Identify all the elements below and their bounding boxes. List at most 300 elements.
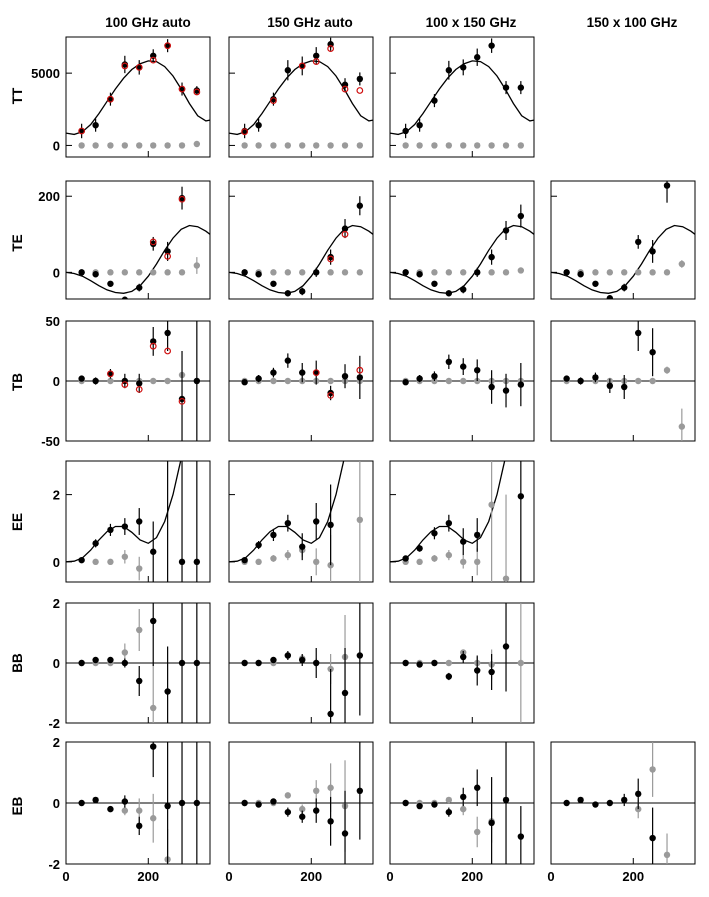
panel-eb-col1 bbox=[48, 735, 210, 884]
panel-te-col3-gray-point bbox=[460, 269, 466, 275]
panel-tt-col2-black-point bbox=[313, 53, 319, 59]
panel-eb-col4-gray-point bbox=[649, 766, 655, 772]
panel-ee-col3-gray-point bbox=[488, 501, 494, 507]
panel-bb-col1-black-point bbox=[78, 660, 84, 666]
panel-eb-col2-gray-point bbox=[313, 788, 319, 794]
panel-bb-col2-plot-area bbox=[229, 603, 373, 723]
panel-eb-col3-black-point bbox=[431, 801, 437, 807]
panel-tt-col3-black-point bbox=[402, 128, 408, 134]
panel-te-col2-frame bbox=[229, 181, 373, 299]
panel-te-col4-gray-point bbox=[621, 269, 627, 275]
panel-te-col1-gray-point bbox=[107, 269, 113, 275]
panel-tb-col1-ytick-label: -50 bbox=[41, 434, 60, 449]
panel-tb-col1-black-point bbox=[164, 330, 170, 336]
panel-te-col2-black-point bbox=[255, 271, 261, 277]
panel-ee-col2-black-point bbox=[241, 557, 247, 563]
panel-tt-col3-gray-point bbox=[488, 142, 494, 148]
panel-tt-col1-ytick-label: 5000 bbox=[31, 66, 60, 82]
panel-te-col1-black-point bbox=[136, 284, 142, 290]
panel-tb-col1-ytick-label: 50 bbox=[45, 314, 60, 329]
panel-tb-col1-gray-point bbox=[150, 378, 156, 384]
panel-te-col2-black-point bbox=[313, 269, 319, 275]
column-title-150x100-ghz: 150 x 100 GHz bbox=[586, 15, 678, 30]
panel-ee-col1-gray-point bbox=[122, 554, 128, 560]
panel-tb-col1-plot-area bbox=[66, 321, 210, 441]
panel-eb-col3 bbox=[386, 742, 534, 884]
panel-bb-col3-gray-point bbox=[446, 660, 452, 666]
panel-ee-col3-gray-point bbox=[474, 559, 480, 565]
panel-eb-col2-gray-point bbox=[327, 785, 333, 791]
panel-tt-col3-model-curve bbox=[390, 61, 534, 134]
panel-tt-col1-gray-point bbox=[150, 142, 156, 148]
panel-tt-col1-gray-point bbox=[107, 142, 113, 148]
panel-eb-col1-black-point bbox=[78, 800, 84, 806]
panel-tt-col2-red-point bbox=[357, 88, 363, 94]
panel-tt-col2-gray-point bbox=[327, 142, 333, 148]
panel-tb-col2-black-point bbox=[241, 379, 247, 385]
panel-tt-col2-gray-point bbox=[270, 142, 276, 148]
panel-ee-col3-black-point bbox=[460, 538, 466, 544]
panel-tt-col3-black-point bbox=[518, 84, 524, 90]
panel-te-col3-black-point bbox=[446, 290, 452, 296]
panel-bb-col1-black-point bbox=[194, 660, 200, 666]
panel-te-col1-gray-point bbox=[164, 269, 170, 275]
panel-tt-col2-model-curve bbox=[229, 61, 373, 134]
panel-te-col3-gray-point bbox=[446, 269, 452, 275]
panel-tb-col3-black-point bbox=[402, 379, 408, 385]
panel-ee-col3-black-point bbox=[431, 530, 437, 536]
panel-eb-col4-black-point bbox=[635, 791, 641, 797]
panel-bb-col2-black-point bbox=[327, 711, 333, 717]
panel-te-col2-gray-point bbox=[270, 269, 276, 275]
panel-bb-col1-black-point bbox=[107, 657, 113, 663]
panel-tt-col1-black-point bbox=[92, 122, 98, 128]
panel-ee-col2-black-point bbox=[270, 532, 276, 538]
panel-eb-col3-black-point bbox=[460, 794, 466, 800]
panel-ee-col3-gray-point bbox=[446, 552, 452, 558]
panel-ee-col1-black-point bbox=[136, 518, 142, 524]
panel-tt-col3 bbox=[390, 37, 534, 157]
panel-tb-col2-black-point bbox=[299, 369, 305, 375]
panel-te-col2-gray-point bbox=[299, 269, 305, 275]
panel-bb-col1-black-point bbox=[164, 688, 170, 694]
panel-tt-col3-black-point bbox=[474, 54, 480, 60]
panel-ee-col2-frame bbox=[229, 461, 373, 582]
panel-eb-col2-black-point bbox=[342, 830, 348, 836]
panel-te-col1-black-point bbox=[78, 269, 84, 275]
panel-tt-col1-gray-point bbox=[92, 142, 98, 148]
panel-te-col2-black-point bbox=[299, 288, 305, 294]
panel-tb-col4-black-point bbox=[649, 349, 655, 355]
panel-te-col4-black-point bbox=[563, 269, 569, 275]
panel-tb-col2-plot-area bbox=[229, 353, 373, 400]
panel-eb-col1-ytick-label: 0 bbox=[52, 796, 60, 811]
panel-tb-col2 bbox=[229, 321, 373, 441]
panel-tb-col3-black-point bbox=[446, 359, 452, 365]
panel-tb-col2-gray-point bbox=[327, 378, 333, 384]
panel-eb-col3-gray-point bbox=[474, 829, 480, 835]
panel-ee-col1-black-point bbox=[107, 527, 113, 533]
panel-tb-col3-plot-area bbox=[390, 355, 534, 408]
panel-tt-col3-black-point bbox=[503, 84, 509, 90]
panel-eb-col2-black-point bbox=[270, 798, 276, 804]
panel-bb-col1 bbox=[48, 596, 210, 731]
panel-te-col2-black-point bbox=[270, 281, 276, 287]
panel-tt-col3-gray-point bbox=[474, 142, 480, 148]
panel-eb-col1-gray-point bbox=[150, 815, 156, 821]
panel-te-col4-model-curve bbox=[551, 226, 695, 294]
panel-tt-col3-black-point bbox=[431, 97, 437, 103]
panel-tb-col3-black-point bbox=[416, 375, 422, 381]
panel-te-col1-ytick-label: 0 bbox=[52, 265, 60, 281]
panel-eb-col4-plot-area bbox=[551, 742, 695, 864]
panel-ee-col3-plot-area bbox=[390, 441, 524, 582]
panel-tt-col1-gray-point bbox=[136, 142, 142, 148]
panel-tt-col1-frame bbox=[66, 37, 210, 157]
panel-bb-col3-black-point bbox=[460, 654, 466, 660]
panel-bb-col1-black-point bbox=[92, 657, 98, 663]
panel-tt-col1-plot-area bbox=[66, 39, 210, 148]
panel-ee-col2-gray-point bbox=[357, 517, 363, 523]
panel-bb-col1-ytick-label: -2 bbox=[48, 716, 60, 731]
panel-tb-col1-gray-point bbox=[107, 378, 113, 384]
panel-tb-col4-black-point bbox=[592, 374, 598, 380]
panel-tt-col2-gray-point bbox=[299, 142, 305, 148]
panel-bb-col2-black-point bbox=[241, 660, 247, 666]
panel-tt-col3-gray-point bbox=[402, 142, 408, 148]
panel-ee-col2-black-point bbox=[327, 522, 333, 528]
panel-bb-col1-black-point bbox=[122, 660, 128, 666]
panel-tt-col2-gray-point bbox=[255, 142, 261, 148]
column-titles bbox=[105, 15, 677, 30]
row-label-tb: TB bbox=[10, 373, 25, 391]
panel-eb-col2-black-point bbox=[241, 800, 247, 806]
panel-eb-col4-black-point bbox=[577, 797, 583, 803]
panel-tb-col4-gray-point bbox=[635, 378, 641, 384]
panel-te-col4-black-point bbox=[592, 281, 598, 287]
panel-tt-col2-plot-area bbox=[229, 38, 373, 149]
panel-ee-col2-gray-point bbox=[255, 559, 261, 565]
panel-tt-col3-gray-point bbox=[431, 142, 437, 148]
panel-bb-col2-black-point bbox=[299, 657, 305, 663]
panel-eb-col4-black-point bbox=[563, 800, 569, 806]
panel-te-col4-gray-point bbox=[635, 269, 641, 275]
panel-eb-col1-black-point bbox=[92, 797, 98, 803]
panel-te-col1-gray-point bbox=[150, 269, 156, 275]
panel-te-col3-gray-point bbox=[503, 269, 509, 275]
panel-tt-col1-gray-point bbox=[179, 142, 185, 148]
panel-eb-col3-black-point bbox=[416, 803, 422, 809]
panel-eb-col3-plot-area bbox=[390, 742, 534, 864]
panel-te-col4-black-point bbox=[635, 239, 641, 245]
panel-tb-col2-gray-point bbox=[285, 378, 291, 384]
panel-tt-col2-gray-point bbox=[313, 142, 319, 148]
panel-te-col1-model-curve bbox=[66, 226, 210, 294]
panels bbox=[31, 37, 695, 884]
panel-eb-col3-black-point bbox=[446, 809, 452, 815]
panel-te-col2-black-point bbox=[342, 225, 348, 231]
panel-tb-col1-black-point bbox=[92, 378, 98, 384]
panel-eb-col2-black-point bbox=[255, 801, 261, 807]
panel-te-col4-gray-point bbox=[649, 269, 655, 275]
panel-te-col2-model-curve bbox=[229, 226, 373, 294]
panel-bb-col2-black-point bbox=[285, 652, 291, 658]
panel-eb-col4-black-point bbox=[607, 800, 613, 806]
panel-tb-col1-ytick-label: 0 bbox=[52, 374, 60, 389]
panel-bb-col3 bbox=[390, 603, 534, 723]
panel-tb-col3-black-point bbox=[488, 384, 494, 390]
panel-ee-col3-black-point bbox=[416, 545, 422, 551]
panel-tb-col1-black-point bbox=[194, 378, 200, 384]
panel-te-col3-gray-point bbox=[518, 267, 524, 273]
panel-ee-col2-black-point bbox=[255, 542, 261, 548]
panel-ee-col3-gray-point bbox=[416, 559, 422, 565]
panel-eb-col3-gray-point bbox=[446, 797, 452, 803]
panel-te-col3-plot-area bbox=[390, 205, 534, 297]
panel-ee-col2-black-point bbox=[299, 544, 305, 550]
panel-bb-col2-black-point bbox=[342, 690, 348, 696]
panel-te-col4-gray-point bbox=[664, 269, 670, 275]
panel-te-col4 bbox=[551, 181, 695, 301]
panel-ee-col3-black-point bbox=[518, 493, 524, 499]
panel-tt-col1 bbox=[31, 37, 210, 157]
panel-tb-col4-black-point bbox=[607, 383, 613, 389]
panel-te-col1-plot-area bbox=[66, 187, 210, 303]
panel-tt-col2 bbox=[229, 37, 373, 157]
panel-eb-col4-gray-point bbox=[664, 852, 670, 858]
panel-te-col4-black-point bbox=[621, 284, 627, 290]
row-label-bb: BB bbox=[10, 653, 25, 673]
panel-te-col3-gray-point bbox=[431, 269, 437, 275]
panel-tb-col2-black-point bbox=[342, 373, 348, 379]
panel-te-col3-black-point bbox=[503, 227, 509, 233]
row-label-te: TE bbox=[10, 234, 25, 252]
panel-bb-col3-plot-area bbox=[390, 603, 534, 723]
panel-te-col1-frame bbox=[66, 181, 210, 299]
panel-tt-col3-black-point bbox=[446, 67, 452, 73]
panel-tb-col1-black-point bbox=[136, 380, 142, 386]
column-title-150-ghz-auto: 150 GHz auto bbox=[267, 15, 353, 30]
panel-eb-col1-black-point bbox=[194, 800, 200, 806]
panel-eb-col1-black-point bbox=[107, 806, 113, 812]
panel-te-col3-black-point bbox=[431, 281, 437, 287]
panel-eb-col4-black-point bbox=[592, 801, 598, 807]
panel-te-col1-ytick-label: 200 bbox=[38, 189, 60, 205]
panel-eb-col4-black-point bbox=[649, 835, 655, 841]
panel-tb-col3-gray-point bbox=[460, 378, 466, 384]
panel-tt-col2-black-point bbox=[357, 76, 363, 82]
panel-tt-col2-gray-point bbox=[285, 142, 291, 148]
row-label-ee: EE bbox=[10, 512, 25, 532]
panel-tt-col2-gray-point bbox=[241, 142, 247, 148]
panel-te-col4-frame bbox=[551, 181, 695, 299]
panel-eb-col2-xtick-label: 0 bbox=[225, 869, 233, 884]
panel-bb-col1-ytick-label: 2 bbox=[52, 596, 60, 611]
panel-tt-col3-gray-point bbox=[416, 142, 422, 148]
panel-eb-col1-plot-area bbox=[66, 742, 210, 864]
panel-ee-col2-black-point bbox=[313, 518, 319, 524]
panel-bb-col2-black-point bbox=[313, 660, 319, 666]
panel-tt-col2-black-point bbox=[285, 67, 291, 73]
panel-te-col4-gray-point bbox=[679, 261, 685, 267]
panel-eb-col3-black-point bbox=[518, 833, 524, 839]
panel-eb-col1-xtick-label: 0 bbox=[62, 869, 70, 884]
panel-tt-col2-gray-point bbox=[342, 142, 348, 148]
panel-bb-col2-black-point bbox=[270, 657, 276, 663]
panel-tt-col2-black-point bbox=[255, 122, 261, 128]
panel-tt-col1-gray-point bbox=[164, 142, 170, 148]
panel-te-col1-gray-point bbox=[122, 269, 128, 275]
panel-bb-col3-black-point bbox=[488, 669, 494, 675]
panel-tt-col1-gray-point bbox=[194, 141, 200, 147]
panel-eb-col1-black-point bbox=[179, 800, 185, 806]
panel-tt-col3-gray-point bbox=[503, 142, 509, 148]
panel-ee-col2-black-point bbox=[285, 520, 291, 526]
panel-tb-col3 bbox=[390, 321, 534, 441]
panel-ee-col1-ytick-label: 0 bbox=[52, 554, 60, 570]
panel-eb-col2-gray-point bbox=[285, 792, 291, 798]
panel-bb-col3-black-point bbox=[446, 673, 452, 679]
panel-te-col1-gray-point bbox=[136, 269, 142, 275]
panel-bb-col1-ytick-label: 0 bbox=[52, 656, 60, 671]
panel-bb-col1-black-point bbox=[150, 618, 156, 624]
panel-ee-col1-gray-point bbox=[92, 559, 98, 565]
panel-ee-col1-black-point bbox=[194, 559, 200, 565]
panel-eb-col2-xtick-label: 200 bbox=[300, 869, 323, 884]
panel-bb-col1-gray-point bbox=[150, 705, 156, 711]
panel-tb-col2-black-point bbox=[357, 374, 363, 380]
panel-tb-col3-black-point bbox=[460, 363, 466, 369]
panel-te-col1-gray-point bbox=[179, 269, 185, 275]
panel-te-col4-black-point bbox=[649, 248, 655, 254]
panel-eb-col3-black-point bbox=[402, 800, 408, 806]
panel-te-col2-black-point bbox=[241, 269, 247, 275]
panel-bb-col1-gray-point bbox=[136, 627, 142, 633]
panel-tb-col4-gray-point bbox=[679, 423, 685, 429]
panel-tb-col2-black-point bbox=[270, 369, 276, 375]
column-title-100-ghz-auto: 100 GHz auto bbox=[105, 15, 191, 30]
panel-ee-col2-gray-point bbox=[270, 555, 276, 561]
panel-ee-col1-plot-area bbox=[66, 441, 200, 582]
panel-tt-col1-model-curve bbox=[66, 61, 210, 134]
panel-te-col4-black-point bbox=[607, 295, 613, 301]
panel-ee-col3-gray-point bbox=[460, 559, 466, 565]
panel-tb-col3-gray-point bbox=[446, 378, 452, 384]
panel-te-col3-black-point bbox=[416, 271, 422, 277]
panel-ee-col3 bbox=[390, 441, 534, 582]
panel-tb-col1 bbox=[41, 314, 210, 449]
panel-eb-col2-black-point bbox=[299, 814, 305, 820]
panel-bb-col3-black-point bbox=[402, 660, 408, 666]
panel-te-col1-gray-point bbox=[194, 262, 200, 268]
panel-tb-col3-black-point bbox=[431, 373, 437, 379]
column-title-100x150-ghz: 100 x 150 GHz bbox=[425, 15, 517, 30]
panel-ee-col1 bbox=[53, 441, 210, 582]
panel-ee-col2 bbox=[229, 441, 373, 582]
panel-tb-col2-black-point bbox=[255, 375, 261, 381]
panel-eb-col2-black-point bbox=[313, 807, 319, 813]
panel-te-col4-black-point bbox=[664, 182, 670, 188]
panel-te-col3-model-curve bbox=[390, 226, 534, 294]
panel-eb-col1-gray-point bbox=[136, 807, 142, 813]
panel-te-col4-gray-point bbox=[607, 269, 613, 275]
panel-eb-col2 bbox=[225, 742, 373, 884]
panel-te-col2-gray-point bbox=[327, 269, 333, 275]
panel-tt-col3-black-point bbox=[460, 64, 466, 70]
panel-bb-col1-black-point bbox=[136, 678, 142, 684]
panel-ee-col3-gray-point bbox=[503, 575, 509, 581]
panel-ee-col1-gray-point bbox=[136, 565, 142, 571]
panel-eb-col2-black-point bbox=[327, 818, 333, 824]
panel-te-col2-gray-point bbox=[285, 269, 291, 275]
panel-tb-col1-black-point bbox=[78, 375, 84, 381]
panel-tb-col3-black-point bbox=[474, 367, 480, 373]
panel-te-col1-black-point bbox=[92, 271, 98, 277]
panel-ee-col1-gray-point bbox=[107, 559, 113, 565]
panel-tb-col4 bbox=[551, 321, 695, 441]
panel-tt-col1-gray-point bbox=[122, 142, 128, 148]
panel-ee-col2-gray-point bbox=[313, 559, 319, 565]
panel-te-col2-gray-point bbox=[342, 269, 348, 275]
panel-ee-col3-black-point bbox=[446, 520, 452, 526]
panel-bb-col3-gray-point bbox=[518, 660, 524, 666]
panel-bb-col1-black-point bbox=[179, 660, 185, 666]
panel-ee-col1-black-point bbox=[122, 523, 128, 529]
panel-te-col4-plot-area bbox=[551, 181, 695, 301]
panel-te-col2-gray-point bbox=[357, 269, 363, 275]
panel-eb-col2-black-point bbox=[357, 788, 363, 794]
panel-te-col1-black-point bbox=[122, 297, 128, 303]
panel-te-col3-black-point bbox=[488, 254, 494, 260]
panel-tb-col3-black-point bbox=[503, 387, 509, 393]
panel-te-col2-black-point bbox=[285, 290, 291, 296]
panel-tt-col3-frame bbox=[390, 37, 534, 157]
panel-tt-col1-ytick-label: 0 bbox=[52, 138, 60, 154]
panel-eb-col3-xtick-label: 200 bbox=[461, 869, 484, 884]
panel-te-col1-black-point bbox=[107, 281, 113, 287]
panel-bb-col3-black-point bbox=[503, 643, 509, 649]
panel-ee-col1-black-point bbox=[92, 540, 98, 546]
panel-eb-col1-ytick-label: 2 bbox=[52, 735, 60, 750]
panel-tt-col2-gray-point bbox=[357, 142, 363, 148]
panel-tt-col2-frame bbox=[229, 37, 373, 157]
panel-eb-col1-ytick-label: -2 bbox=[48, 857, 60, 872]
panel-tb-col3-black-point bbox=[518, 381, 524, 387]
panel-ee-col1-ytick-label: 2 bbox=[52, 487, 60, 503]
panel-bb-col3-black-point bbox=[431, 660, 437, 666]
panel-tb-col4-black-point bbox=[635, 330, 641, 336]
panel-te-col3-black-point bbox=[474, 269, 480, 275]
panel-tb-col4-gray-point bbox=[649, 378, 655, 384]
panel-te-col3-black-point bbox=[460, 286, 466, 292]
panel-eb-col1-gray-point bbox=[122, 807, 128, 813]
panel-tt-col3-plot-area bbox=[390, 38, 534, 148]
panel-tb-col1-gray-point bbox=[164, 378, 170, 384]
panel-eb-col1-black-point bbox=[150, 743, 156, 749]
panel-tb-col4-plot-area bbox=[551, 321, 695, 441]
panel-tb-col2-black-point bbox=[285, 357, 291, 363]
panel-tt-col3-gray-point bbox=[460, 142, 466, 148]
panel-te-col3-black-point bbox=[402, 269, 408, 275]
panel-eb-col3-black-point bbox=[474, 785, 480, 791]
panel-ee-col2-plot-area bbox=[229, 441, 363, 582]
panel-te-col3 bbox=[390, 181, 534, 299]
panel-ee-col3-black-point bbox=[474, 532, 480, 538]
panel-bb-col3-black-point bbox=[416, 661, 422, 667]
panel-tb-col4-black-point bbox=[577, 378, 583, 384]
panel-bb-col3-black-point bbox=[474, 667, 480, 673]
panel-te-col2 bbox=[229, 181, 373, 299]
